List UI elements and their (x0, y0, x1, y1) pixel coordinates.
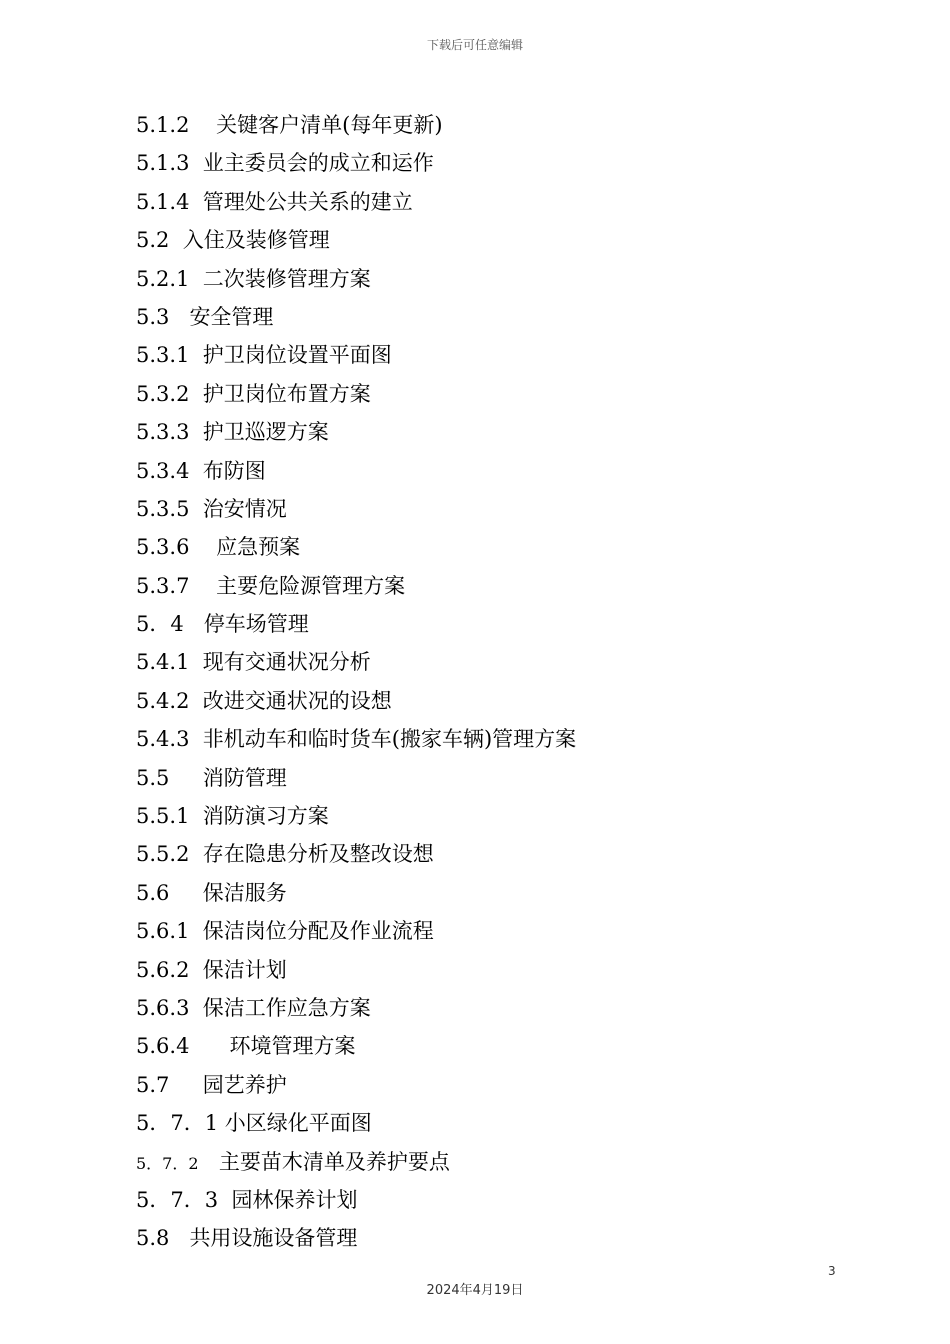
toc-title: 治安情况 (202, 496, 287, 521)
toc-number: 5.3.7 (136, 573, 190, 598)
toc-number: 5.6.2 (136, 957, 190, 982)
toc-item-5-3-3 (136, 413, 896, 451)
toc-number: 5.6.4 (136, 1034, 190, 1059)
table-of-contents (136, 106, 896, 1258)
toc-number: 5.4.3 (136, 727, 190, 752)
toc-item-5-6-1 (136, 912, 896, 950)
toc-number: 5.3.6 (136, 535, 190, 560)
toc-title: 园艺养护 (202, 1072, 287, 1097)
toc-item-5-7-2 (136, 1143, 896, 1181)
toc-number: 5.5.1 (136, 804, 190, 829)
toc-title: 保洁岗位分配及作业流程 (202, 919, 434, 944)
toc-item-5-6-2 (136, 951, 896, 989)
toc-number: 5．4 (136, 612, 184, 637)
toc-title: 共用设施设备管理 (189, 1226, 358, 1251)
toc-number: 5.7 (136, 1072, 170, 1097)
toc-number: 5.2 (136, 228, 170, 253)
page-header: 下载后可任意编辑 (426, 38, 523, 52)
toc-item-5-6 (136, 874, 896, 912)
toc-title: 小区绿化平面图 (224, 1111, 372, 1136)
page-footer-date: 2024年4月19日 (426, 1283, 524, 1298)
toc-item-5-1-4 (136, 183, 896, 221)
toc-number: 5.1.3 (136, 151, 190, 176)
toc-number: 5.6.1 (136, 919, 190, 944)
toc-item-5-3-1 (136, 336, 896, 374)
page-number: 3 (828, 1264, 836, 1278)
toc-title: 主要危险源管理方案 (216, 573, 406, 598)
toc-title: 非机动车和临时货车(搬家车辆)管理方案 (202, 727, 577, 752)
toc-item-5-2 (136, 221, 896, 259)
toc-item-5-5-1 (136, 797, 896, 835)
toc-title: 护卫岗位布置方案 (202, 381, 371, 406)
toc-number: 5.6 (136, 880, 170, 905)
toc-title: 保洁计划 (202, 957, 287, 982)
toc-title: 保洁工作应急方案 (202, 995, 371, 1020)
toc-number: 5.5 (136, 765, 170, 790)
toc-item-5-5 (136, 759, 896, 797)
toc-title: 布防图 (202, 458, 266, 483)
toc-title: 园林保养计划 (231, 1187, 358, 1212)
toc-item-5-3 (136, 298, 896, 336)
toc-item-5-3-4 (136, 452, 896, 490)
toc-title: 环境管理方案 (229, 1034, 356, 1059)
toc-title: 管理处公共关系的建立 (202, 189, 413, 214)
toc-title: 应急预案 (216, 535, 301, 560)
toc-number: 5.3.4 (136, 458, 190, 483)
toc-title: 护卫巡逻方案 (202, 420, 329, 445)
toc-item-5-3-7 (136, 567, 896, 605)
toc-title: 入住及装修管理 (182, 228, 330, 253)
toc-number: 5.1.4 (136, 189, 190, 214)
toc-title: 消防管理 (202, 765, 287, 790)
toc-item-5-3-2 (136, 375, 896, 413)
toc-title: 二次装修管理方案 (202, 266, 371, 291)
toc-number: 5.3.3 (136, 420, 190, 445)
toc-title: 业主委员会的成立和运作 (202, 151, 434, 176)
toc-number: 5.8 (136, 1226, 170, 1251)
toc-title: 停车场管理 (203, 612, 309, 637)
toc-item-5-6-4 (136, 1027, 896, 1065)
toc-title: 消防演习方案 (202, 804, 329, 829)
toc-number: 5.5.2 (136, 842, 190, 867)
toc-number: 5.3.1 (136, 343, 190, 368)
toc-title: 主要苗木清单及养护要点 (218, 1149, 450, 1174)
toc-number: 5.3.2 (136, 381, 190, 406)
toc-title: 护卫岗位设置平面图 (202, 343, 392, 368)
toc-number: 5．7．3 (136, 1187, 219, 1212)
toc-number: 5．7．1 (136, 1111, 219, 1136)
toc-title: 关键客户清单(每年更新) (216, 113, 443, 137)
toc-number: 5.4.2 (136, 688, 190, 713)
toc-item-5-7-3 (136, 1181, 896, 1219)
toc-number: 5.4.1 (136, 650, 190, 675)
toc-title: 安全管理 (189, 304, 274, 329)
toc-item-5-3-6 (136, 528, 896, 566)
toc-item-5-1-3 (136, 144, 896, 182)
toc-number: 5.3.5 (136, 496, 190, 521)
toc-item-5-1-2 (136, 106, 896, 144)
toc-item-5-5-2 (136, 835, 896, 873)
toc-item-5-7-1 (136, 1104, 896, 1142)
toc-item-5-4-2 (136, 682, 896, 720)
toc-item-5-7 (136, 1066, 896, 1104)
toc-item-5-4-1 (136, 643, 896, 681)
toc-item-5-2-1 (136, 260, 896, 298)
toc-number: 5.6.3 (136, 995, 190, 1020)
toc-item-5-4 (136, 605, 896, 643)
toc-title: 现有交通状况分析 (202, 650, 371, 675)
toc-item-5-8 (136, 1219, 896, 1257)
toc-title: 改进交通状况的设想 (202, 688, 392, 713)
toc-number: 5.3 (136, 304, 170, 329)
toc-title: 存在隐患分析及整改设想 (202, 842, 434, 867)
toc-item-5-3-5 (136, 490, 896, 528)
toc-title: 保洁服务 (202, 880, 287, 905)
toc-number: 5．7．2 (136, 1153, 199, 1173)
toc-item-5-4-3 (136, 720, 896, 758)
toc-number: 5.1.2 (136, 113, 190, 137)
toc-item-5-6-3 (136, 989, 896, 1027)
toc-number: 5.2.1 (136, 266, 190, 291)
